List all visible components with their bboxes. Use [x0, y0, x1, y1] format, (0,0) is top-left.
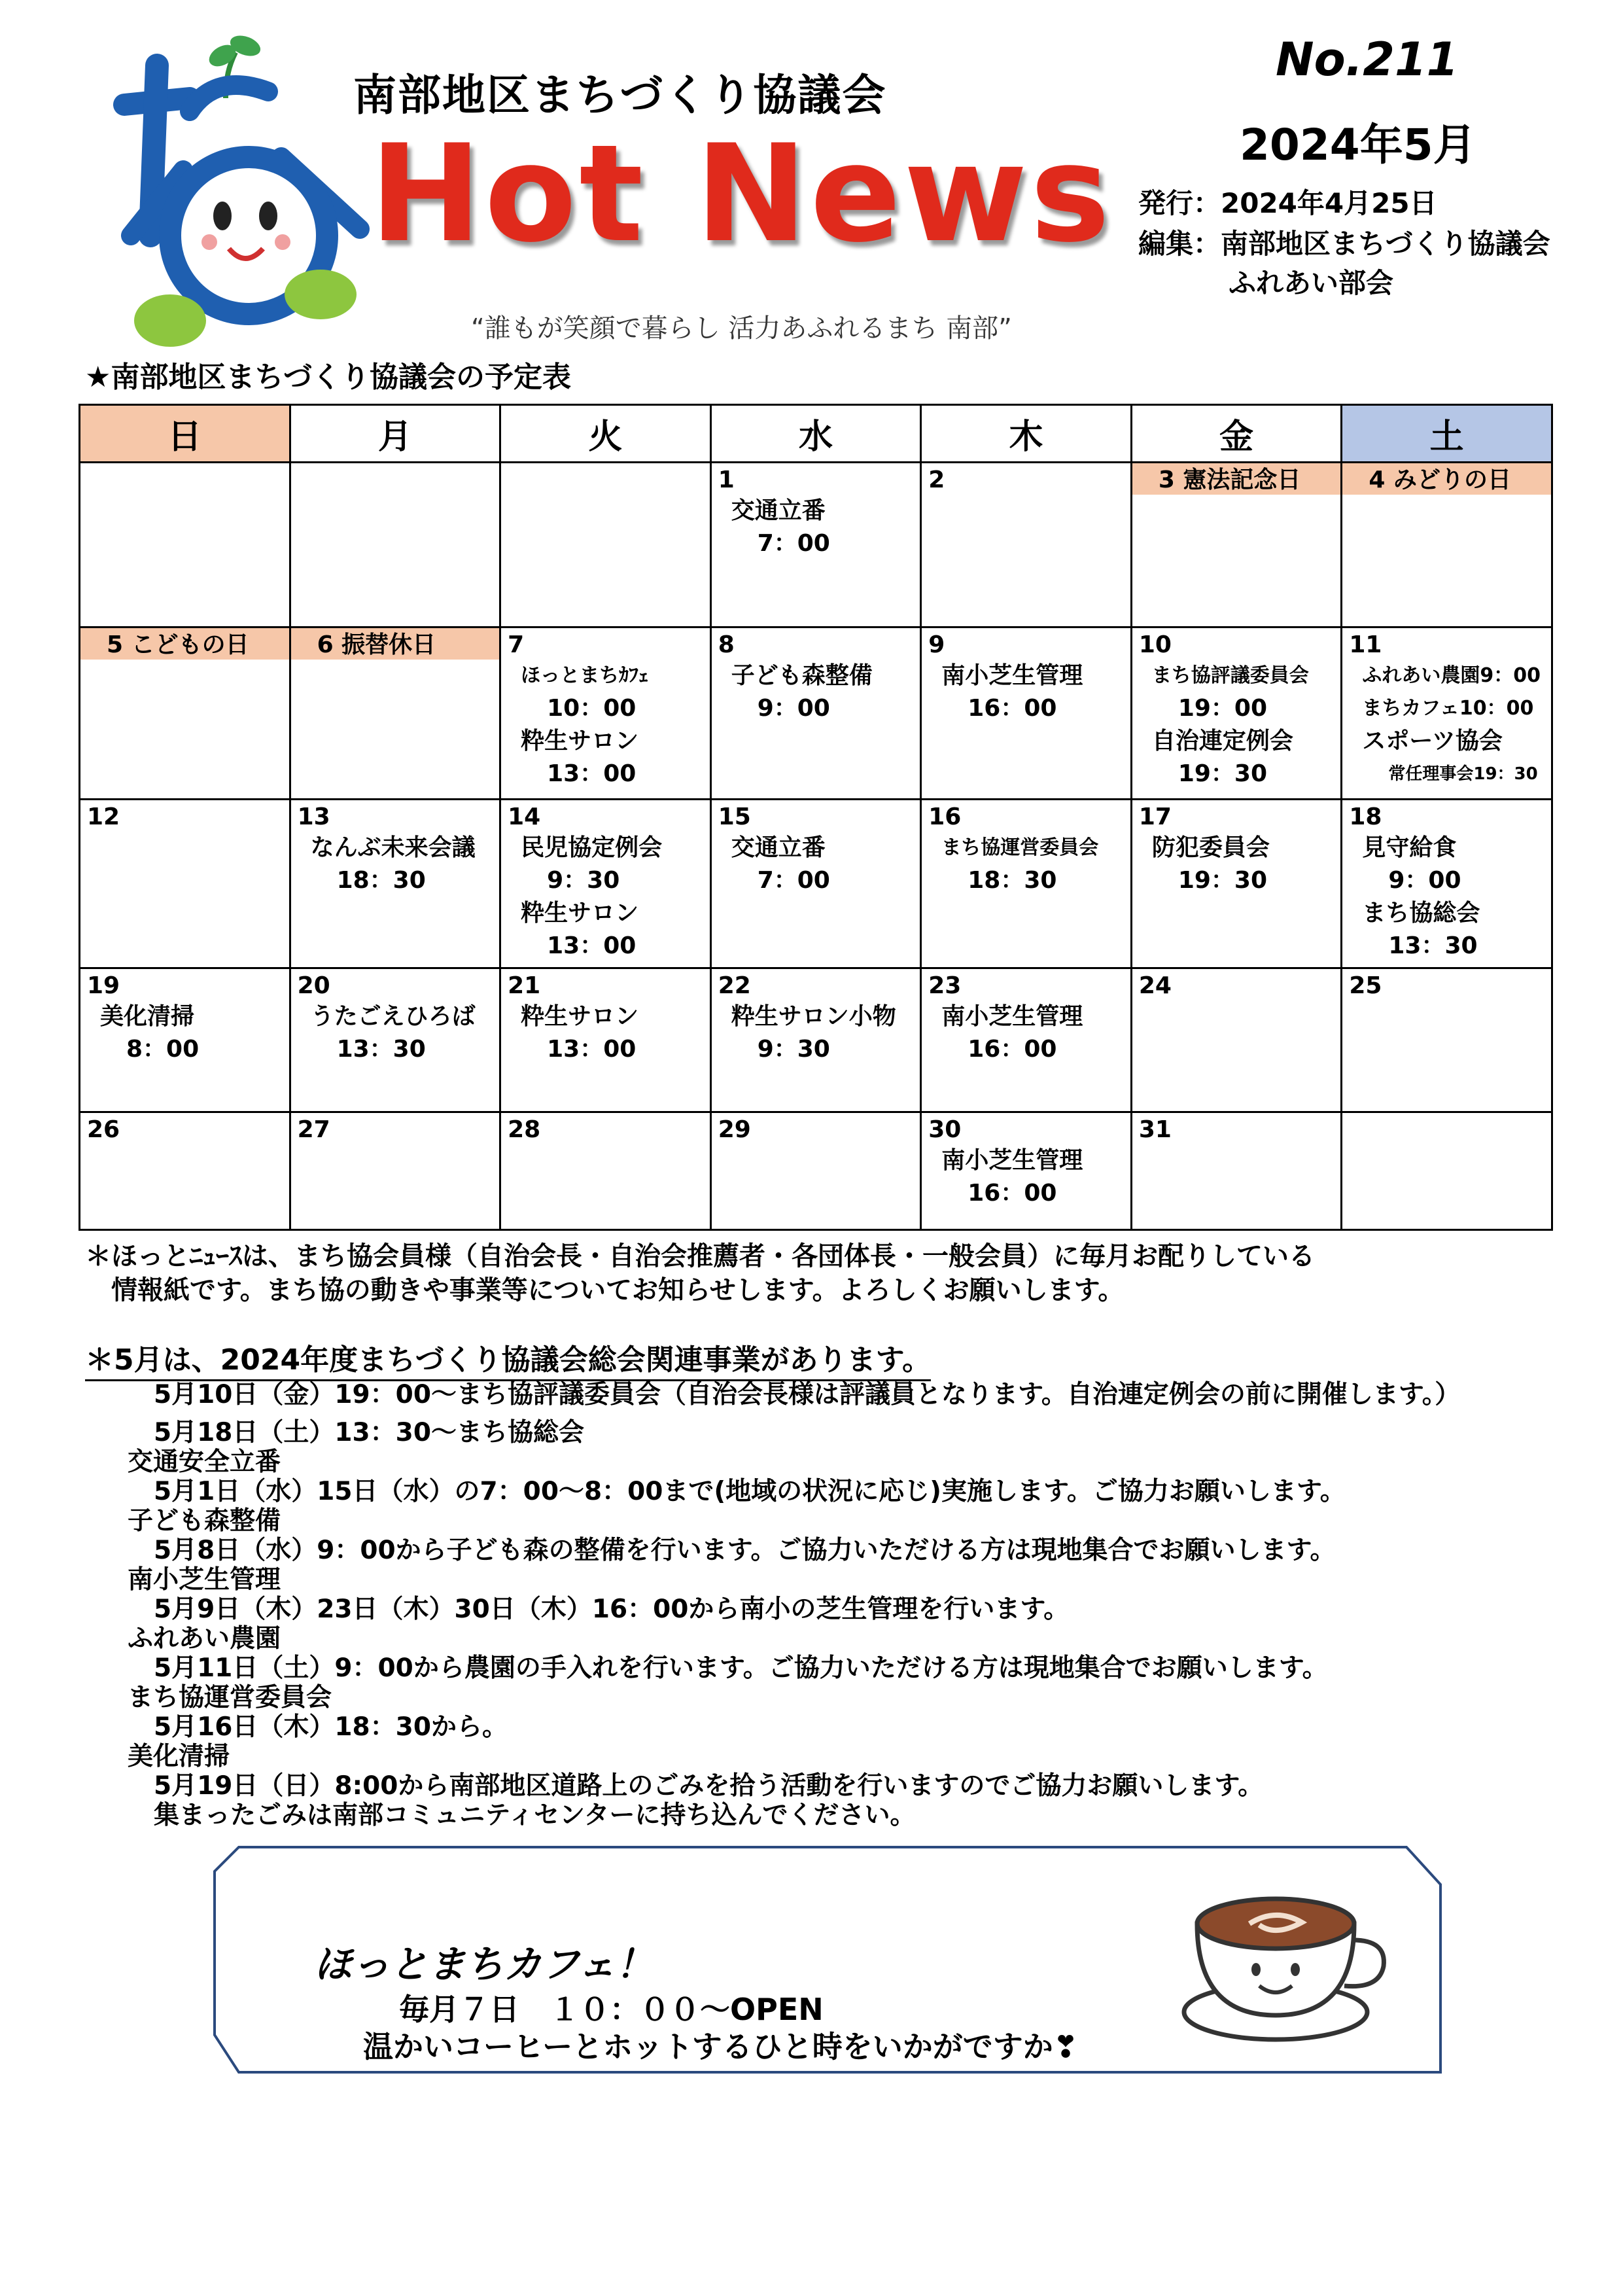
weekday-header: 日	[80, 405, 290, 463]
calendar-table	[79, 404, 1553, 1231]
calendar-event: 10：00	[547, 695, 637, 722]
coffee-cup-icon	[1178, 1878, 1393, 2048]
calendar-event: ほっとまちｶﾌｪ	[521, 664, 649, 687]
day-number: 31	[1138, 1116, 1172, 1143]
day-number	[291, 463, 500, 466]
calendar-day-cell	[80, 463, 290, 627]
day-number: 8	[718, 631, 735, 658]
calendar-day-cell	[1131, 463, 1342, 627]
calendar-event: 粋生サロン小物	[731, 1003, 896, 1030]
day-number: 18	[1349, 804, 1382, 830]
day-number: 5 こどもの日	[80, 628, 289, 660]
calendar-event: 粋生サロン	[521, 728, 639, 754]
calendar-day-cell	[710, 800, 921, 968]
cafe-time: 毎月７日 １０：００～OPEN	[399, 1992, 824, 2027]
calendar-event: 防犯委員会	[1151, 834, 1270, 861]
weekday-header: 月	[290, 405, 500, 463]
note-detail-line: 5月18日（土）13：30～まち協総会	[154, 1418, 584, 1447]
calendar-event: 13：00	[547, 932, 637, 959]
schedule-title: ★南部地区まちづくり協議会の予定表	[85, 361, 572, 394]
calendar-event: 南小芝生管理	[941, 662, 1083, 689]
day-number: 12	[87, 804, 120, 830]
calendar-day-cell	[290, 1112, 500, 1230]
calendar-event: 9：30	[547, 867, 620, 894]
day-number: 25	[1349, 972, 1382, 999]
calendar-day-cell	[710, 463, 921, 627]
org-name: 南部地区まちづくり協議会	[353, 70, 887, 120]
weekday-header: 土	[1342, 405, 1552, 463]
day-number: 19	[87, 972, 120, 999]
calendar-day-cell	[290, 968, 500, 1112]
calendar-event: 13：30	[1388, 932, 1478, 959]
weekday-header-row	[80, 405, 1552, 463]
day-number: 26	[87, 1116, 120, 1143]
day-number: 27	[297, 1116, 330, 1143]
calendar-day-cell	[290, 463, 500, 627]
day-number: 2	[928, 467, 945, 493]
day-number: 20	[297, 972, 330, 999]
note-topic-line: ふれあい農園	[128, 1624, 281, 1653]
issue-number: No.211	[1276, 33, 1459, 86]
calendar-day-cell	[500, 968, 711, 1112]
calendar-event: 9：00	[1388, 867, 1461, 894]
note-detail-line: 5月10日（金）19：00～まち協評議委員会（自治会長様は評議員となります。自治連定例会の前に開催します。）	[154, 1380, 1461, 1409]
calendar-event: なんぶ未来会議	[310, 834, 476, 861]
day-number: 9	[928, 631, 945, 658]
calendar-day-cell	[80, 968, 290, 1112]
calendar-day-cell	[921, 463, 1132, 627]
calendar-event: 交通立番	[731, 834, 826, 861]
cafe-message: 温かいコーヒーとホットするひと時をいかがですか❣	[363, 2029, 1079, 2064]
day-number: 28	[508, 1116, 541, 1143]
note-topic-line: まち協運営委員会	[128, 1683, 332, 1712]
calendar-event: 自治連定例会	[1151, 728, 1293, 754]
calendar-event: うたごえひろば	[310, 1003, 476, 1030]
calendar-day-cell	[710, 968, 921, 1112]
calendar-day-cell	[1342, 800, 1552, 968]
day-number	[501, 463, 710, 466]
calendar-event: 13：00	[547, 1036, 637, 1063]
day-number: 23	[928, 972, 962, 999]
note-detail-line: 5月16日（木）18：30から。	[154, 1712, 508, 1742]
may-heading: ＊5月は、2024年度まちづくり協議会総会関連事業があります。	[85, 1336, 931, 1381]
note-topic-line: 子ども森整備	[128, 1506, 281, 1536]
calendar-event: 19：00	[1178, 695, 1268, 722]
calendar-day-cell	[710, 627, 921, 800]
calendar-day-cell	[1342, 463, 1552, 627]
calendar-day-cell	[290, 800, 500, 968]
calendar-event: 交通立番	[731, 497, 826, 524]
calendar-week-row	[80, 463, 1552, 627]
editor: 編集：南部地区まちづくり協議会	[1138, 228, 1550, 260]
day-number: 21	[508, 972, 541, 999]
day-number	[1342, 1113, 1551, 1116]
calendar-day-cell	[500, 463, 711, 627]
calendar-event: 見守給食	[1362, 834, 1457, 861]
calendar-event: 南小芝生管理	[941, 1003, 1083, 1030]
calendar-day-cell	[921, 627, 1132, 800]
calendar-event: 19：30	[1178, 760, 1268, 787]
day-number: 3 憲法記念日	[1132, 463, 1341, 495]
calendar-day-cell	[500, 1112, 711, 1230]
calendar-event: 13：00	[547, 760, 637, 787]
intro-line-1: ＊ほっとﾆｭｰｽは、まち協会員様（自治会長・自治会推薦者・各団体長・一般会員）に毎月お配りしている	[85, 1241, 1315, 1271]
day-number: 22	[718, 972, 751, 999]
note-detail-line: 集まったごみは南部コミュニティセンターに持ち込んでください。	[154, 1801, 916, 1830]
note-detail-line: 5月1日（水）15日（水）の7：00～8：00まで(地域の状況に応じ)実施します。ご協力お願いします。	[154, 1477, 1346, 1506]
calendar-event: 美化清掃	[100, 1003, 195, 1030]
day-number: 30	[928, 1116, 962, 1143]
editor-dept: ふれあい部会	[1229, 267, 1394, 299]
note-detail-line: 5月19日（日）8:00から南部地区道路上のごみを拾う活動を行いますのでご協力お願いします。	[154, 1771, 1264, 1801]
calendar-day-cell	[80, 627, 290, 800]
calendar-event: まち協総会	[1362, 900, 1480, 927]
calendar-day-cell	[710, 1112, 921, 1230]
day-number: 29	[718, 1116, 751, 1143]
calendar-week-row	[80, 627, 1552, 800]
day-number: 4 みどりの日	[1342, 463, 1551, 495]
weekday-header: 木	[921, 405, 1132, 463]
calendar-event: 7：00	[757, 867, 830, 894]
day-number: 14	[508, 804, 541, 830]
newsletter-title: Hot News	[370, 116, 1113, 272]
calendar-event: まち協運営委員会	[941, 836, 1099, 859]
calendar-event: 16：00	[968, 1036, 1057, 1063]
calendar-week-row	[80, 968, 1552, 1112]
calendar-event: 18：30	[968, 867, 1057, 894]
calendar-event: スポーツ協会	[1362, 728, 1503, 754]
calendar-event: 子ども森整備	[731, 662, 873, 689]
calendar-day-cell	[500, 800, 711, 968]
calendar-event: まちカフェ10：00	[1362, 697, 1534, 720]
day-number: 16	[928, 804, 962, 830]
note-topic-line: 南小芝生管理	[128, 1565, 281, 1595]
calendar-event: 南小芝生管理	[941, 1147, 1083, 1174]
calendar-day-cell	[1131, 800, 1342, 968]
day-number: 11	[1349, 631, 1382, 658]
calendar-event: 16：00	[968, 695, 1057, 722]
calendar-day-cell	[921, 968, 1132, 1112]
calendar-day-cell	[80, 1112, 290, 1230]
calendar-day-cell	[290, 627, 500, 800]
calendar-day-cell	[921, 1112, 1132, 1230]
calendar-day-cell	[921, 800, 1132, 968]
weekday-header: 金	[1131, 405, 1342, 463]
calendar-day-cell	[1131, 1112, 1342, 1230]
calendar-week-row	[80, 800, 1552, 968]
calendar-event: まち協評議委員会	[1151, 664, 1309, 687]
slogan: “誰もが笑顔で暮らし 活力あふれるまち 南部”	[471, 313, 1012, 344]
note-detail-line: 5月8日（水）9：00から子ども森の整備を行います。ご協力いただける方は現地集合でお願いします。	[154, 1536, 1336, 1565]
calendar-day-cell	[1131, 627, 1342, 800]
cafe-title: ほっとまちカフェ！	[314, 1942, 654, 1987]
intro-line-2: 情報紙です。まち協の動きや事業等についてお知らせします。よろしくお願いします。	[111, 1275, 1125, 1305]
note-detail-line: 5月11日（土）9：00から農園の手入れを行います。ご協力いただける方は現地集合でお願いします。	[154, 1653, 1328, 1683]
calendar-day-cell	[1131, 968, 1342, 1112]
calendar-day-cell	[1342, 627, 1552, 800]
calendar-day-cell	[1342, 968, 1552, 1112]
issue-month: 2024年5月	[1240, 120, 1476, 170]
calendar-event: 16：00	[968, 1180, 1057, 1207]
calendar-event: 13：30	[336, 1036, 426, 1063]
day-number: 17	[1138, 804, 1172, 830]
note-topic-line: 交通安全立番	[128, 1447, 281, 1477]
calendar-event: 9：00	[757, 695, 830, 722]
calendar-day-cell	[1342, 1112, 1552, 1230]
mascot-logo-icon	[111, 20, 373, 360]
calendar-event: 9：30	[757, 1036, 830, 1063]
calendar-event: 民児協定例会	[521, 834, 663, 861]
day-number: 13	[297, 804, 330, 830]
weekday-header: 水	[710, 405, 921, 463]
calendar-event: 粋生サロン	[521, 1003, 639, 1030]
day-number: 15	[718, 804, 751, 830]
day-number: 24	[1138, 972, 1172, 999]
day-number: 7	[508, 631, 525, 658]
weekday-header: 火	[500, 405, 711, 463]
calendar-event: ふれあい農園9：00	[1362, 664, 1541, 687]
day-number	[80, 463, 289, 466]
calendar-event: 8：00	[126, 1036, 200, 1063]
calendar-week-row	[80, 1112, 1552, 1230]
calendar-day-cell	[80, 800, 290, 968]
day-number: 1	[718, 467, 735, 493]
published-date: 発行：2024年4月25日	[1138, 187, 1437, 219]
day-number: 6 振替休日	[291, 628, 500, 660]
calendar-event: 粋生サロン	[521, 900, 639, 927]
calendar-event: 18：30	[336, 867, 426, 894]
day-number: 10	[1138, 631, 1172, 658]
calendar-event: 7：00	[757, 530, 830, 557]
calendar-event: 常任理事会19：30	[1388, 764, 1538, 784]
calendar-event: 19：30	[1178, 867, 1268, 894]
note-topic-line: 美化清掃	[128, 1742, 230, 1771]
note-detail-line: 5月9日（木）23日（木）30日（木）16：00から南小の芝生管理を行います。	[154, 1595, 1070, 1624]
calendar-day-cell	[500, 627, 711, 800]
